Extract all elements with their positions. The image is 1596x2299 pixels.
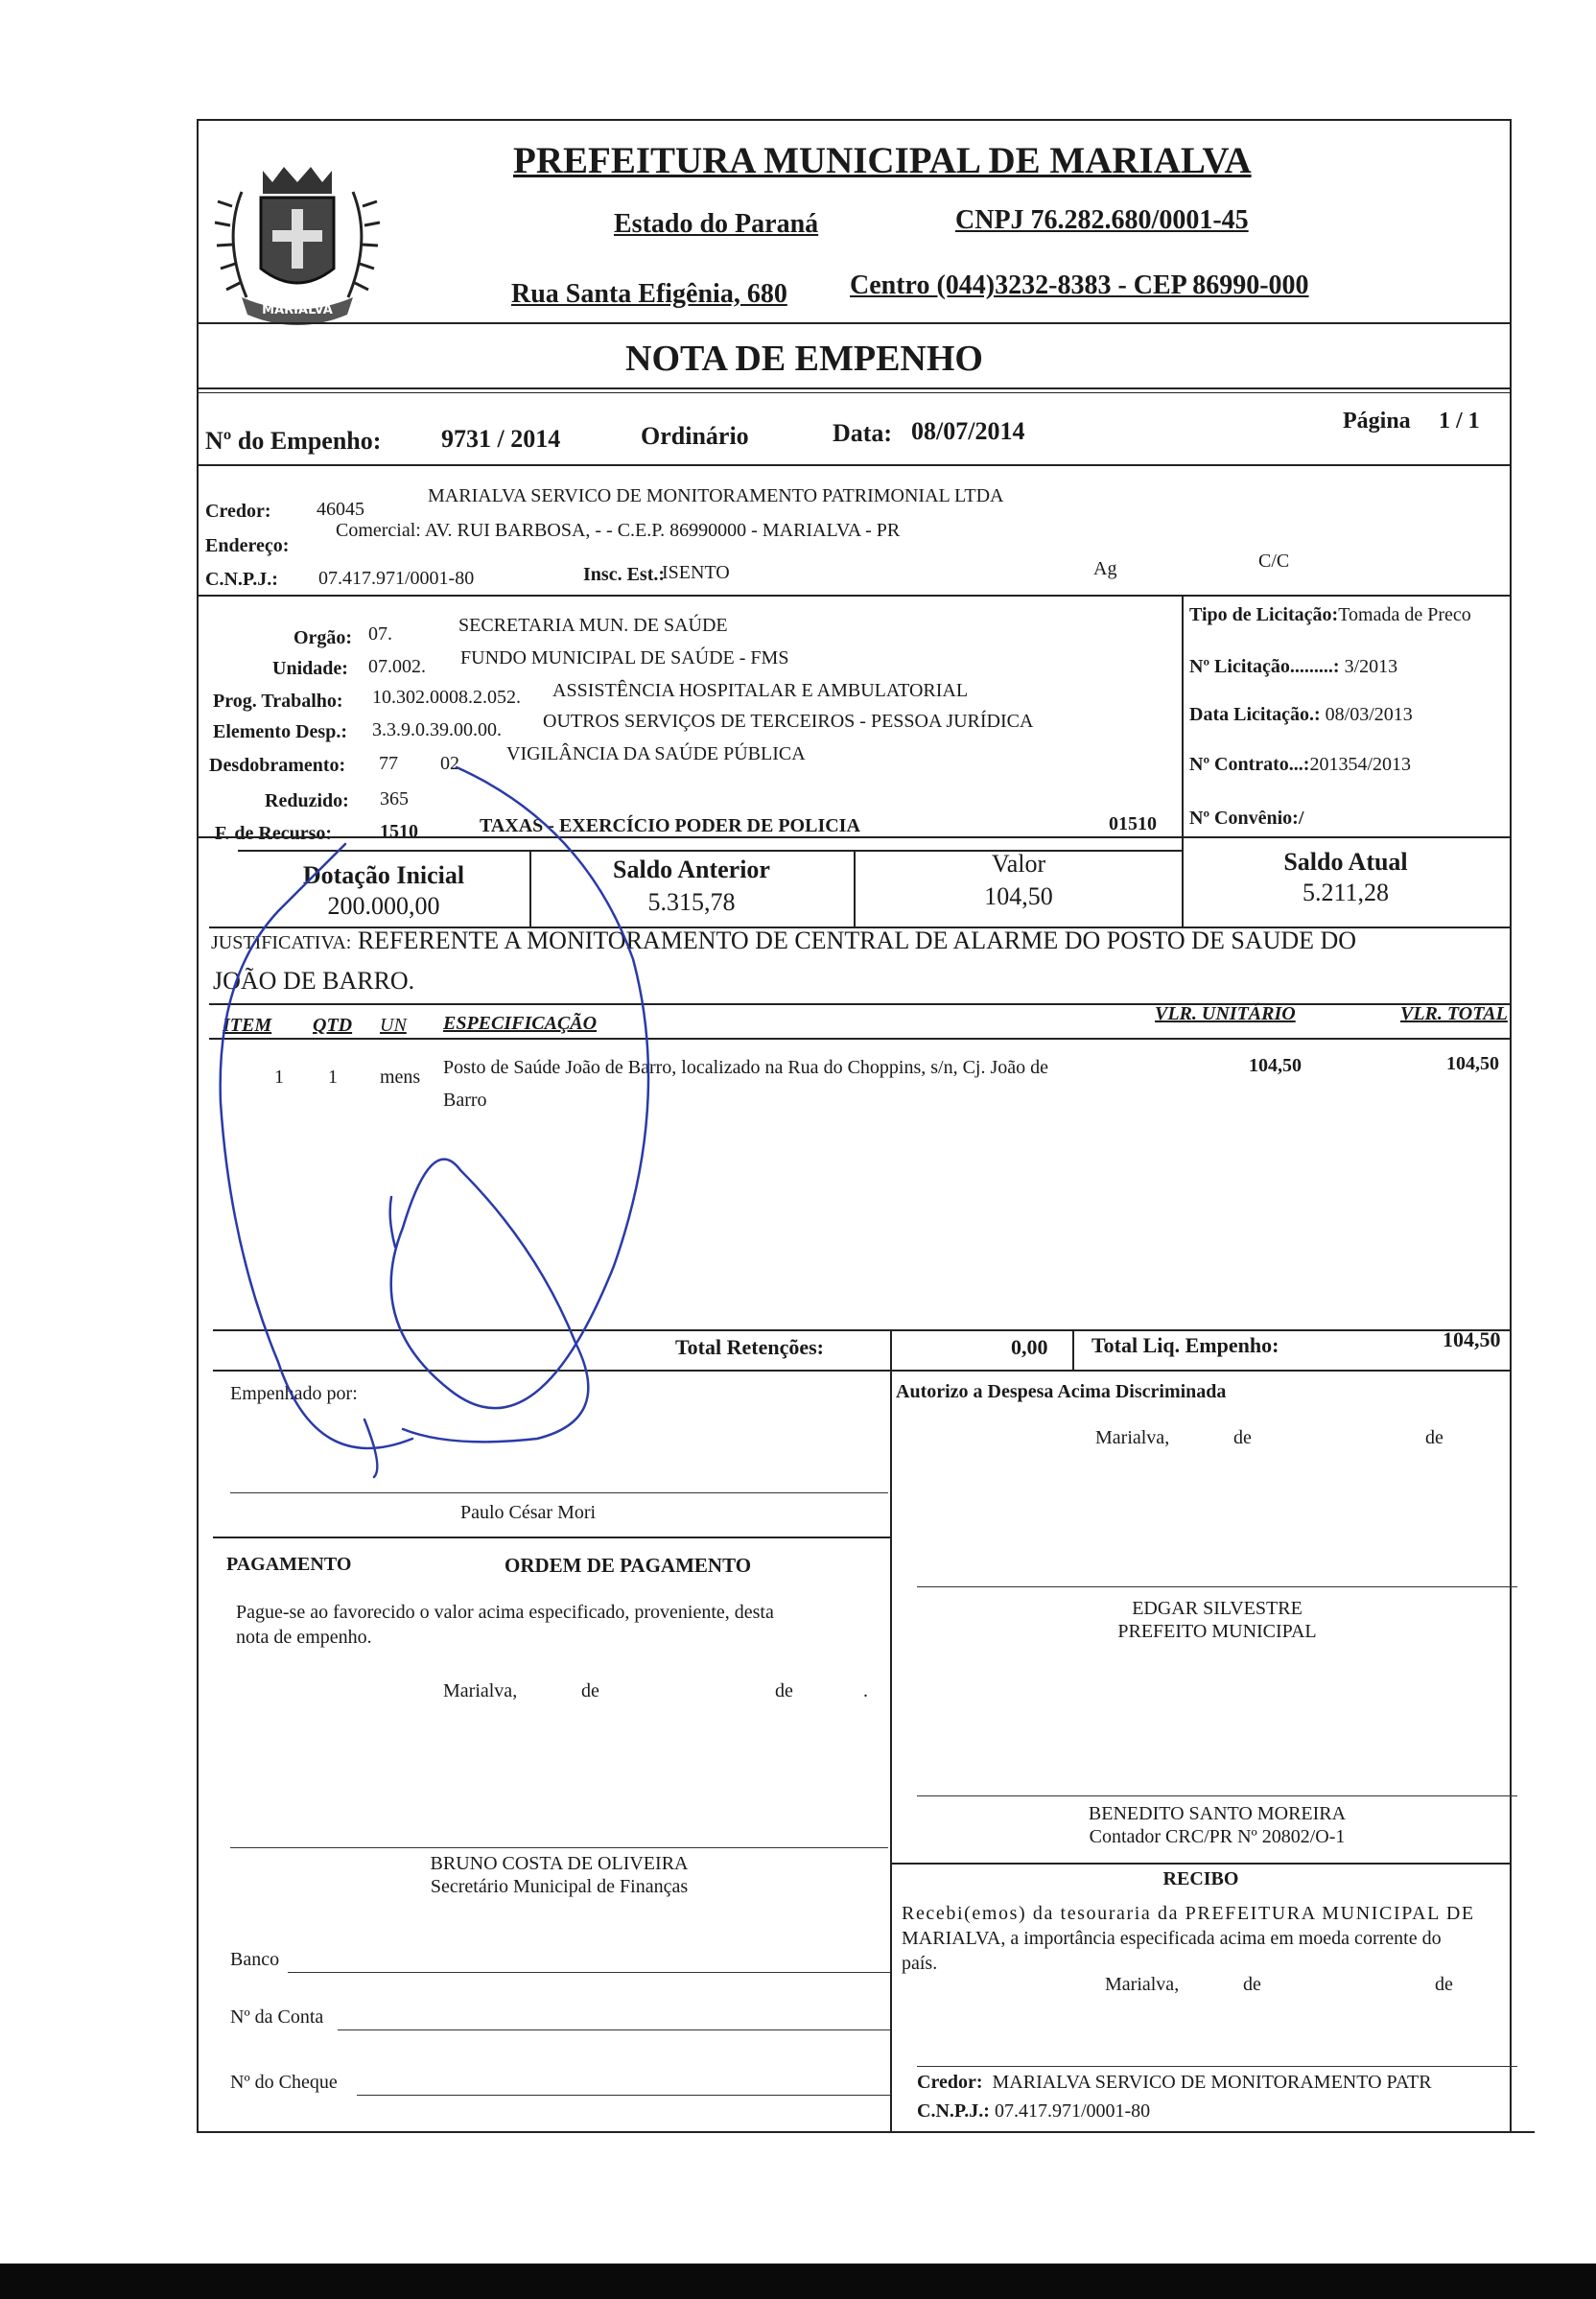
orgao-label: Orgão: xyxy=(293,627,353,648)
reduzido-label: Reduzido: xyxy=(265,790,349,811)
liq-value: 104,50 xyxy=(1443,1327,1501,1351)
secretary-name: BRUNO COSTA DE OLIVEIRA xyxy=(430,1853,689,1874)
elemento-name: OUTROS SERVIÇOS DE TERCEIROS - PESSOA JURÍDICA xyxy=(543,711,1034,732)
header-street: Rua Santa Efigênia, 680 xyxy=(511,279,787,309)
th-un: UN xyxy=(380,1015,407,1036)
prefeito-title: PREFEITO MUNICIPAL xyxy=(1117,1621,1317,1642)
recibo-line1: Recebi(emos) da tesouraria da PREFEITURA MUNICIPAL DE xyxy=(902,1903,1475,1924)
conta-label: Nº da Conta xyxy=(230,2006,324,2028)
empenho-number: 9731 / 2014 xyxy=(441,425,561,453)
credor-label: Credor: xyxy=(205,501,271,522)
retencoes-value: 0,00 xyxy=(1011,1335,1048,1359)
row-un: mens xyxy=(380,1067,421,1088)
cnpj-value: 07.417.971/0001-80 xyxy=(318,568,475,589)
prefeito-name: EDGAR SILVESTRE xyxy=(1132,1598,1303,1619)
recibo-de1: de xyxy=(1243,1974,1261,1995)
empenho-date: 08/07/2014 xyxy=(911,417,1025,445)
page-label: Página xyxy=(1343,409,1411,434)
recibo-credor-name: MARIALVA SERVICO DE MONITORAMENTO PATR xyxy=(992,2072,1432,2093)
prog-name: ASSISTÊNCIA HOSPITALAR E AMBULATORIAL xyxy=(552,680,969,701)
row-spec-1: Posto de Saúde João de Barro, localizado na Rua do Choppins, s/n, Cj. João de xyxy=(443,1057,1049,1078)
page-number: 1 / 1 xyxy=(1439,409,1480,434)
th-qtd: QTD xyxy=(313,1015,353,1036)
recurso-num: 01510 xyxy=(1109,813,1157,834)
cnpj-label: C.N.P.J.: xyxy=(205,569,278,590)
recurso-label: F. de Recurso: xyxy=(215,823,333,844)
endereco-value: Comercial: AV. RUI BARBOSA, - - C.E.P. 86990000 - MARIALVA - PR xyxy=(336,520,901,541)
autorizo-label: Autorizo a Despesa Acima Discriminada xyxy=(896,1381,1227,1402)
valor-value: 104,50 xyxy=(984,882,1053,910)
row-spec-2: Barro xyxy=(443,1090,487,1111)
insc-value: ISENTO xyxy=(662,562,730,583)
auth-de1: de xyxy=(1233,1427,1252,1448)
scan-edge xyxy=(0,2264,1596,2299)
state-name: Estado do Paraná xyxy=(614,209,819,239)
empenho-number-label: Nº do Empenho: xyxy=(205,427,382,455)
liq-label: Total Liq. Empenho: xyxy=(1091,1333,1279,1357)
recibo-cnpj-value: 07.417.971/0001-80 xyxy=(994,2100,1151,2122)
payment-text-1: Pague-se ao favorecido o valor acima especificado, proveniente, desta xyxy=(236,1602,774,1623)
svg-text:MARIALVA: MARIALVA xyxy=(262,303,333,317)
licitacao-num-value: 3/2013 xyxy=(1344,656,1398,677)
doc-title: NOTA DE EMPENHO xyxy=(625,339,983,379)
insc-label: Insc. Est.: xyxy=(583,564,666,585)
unidade-label: Unidade: xyxy=(272,658,348,679)
payment-de1: de xyxy=(581,1680,599,1701)
cc-label: C/C xyxy=(1258,551,1290,572)
dotacao-value: 200.000,00 xyxy=(327,892,440,920)
elemento-label: Elemento Desp.: xyxy=(213,721,347,742)
recurso-code: 1510 xyxy=(380,821,418,842)
recibo-credor-label: Credor: xyxy=(917,2072,983,2093)
licitacao-contrato-value: 201354/2013 xyxy=(1309,754,1412,775)
licitacao-convenio: Nº Convênio:/ xyxy=(1189,808,1304,829)
desdobramento-code: 77 xyxy=(379,753,398,774)
th-spec: ESPECIFICAÇÃO xyxy=(443,1013,598,1034)
recibo-cnpj-label: C.N.P.J.: xyxy=(917,2100,990,2122)
retencoes-label: Total Retenções: xyxy=(675,1335,824,1359)
header-district-phone: Centro (044)3232-8383 - CEP 86990-000 xyxy=(850,270,1309,300)
reduzido-value: 365 xyxy=(380,788,409,809)
prog-code: 10.302.0008.2.052. xyxy=(372,687,521,708)
saldo-atual-label: Saldo Atual xyxy=(1283,848,1408,876)
payment-de2: de xyxy=(775,1680,793,1701)
elemento-code: 3.3.9.0.39.00.00. xyxy=(372,719,502,740)
empenhado-name: Paulo César Mori xyxy=(460,1502,597,1523)
justificativa-line2: JOÃO DE BARRO. xyxy=(213,967,415,995)
header-cnpj: CNPJ 76.282.680/0001-45 xyxy=(955,205,1249,235)
justificativa-label: JUSTIFICATIVA: xyxy=(211,932,352,953)
secretary-title: Secretário Municipal de Finanças xyxy=(430,1876,689,1897)
licitacao-contrato-label: Nº Contrato...: xyxy=(1189,754,1310,775)
th-unit-price: VLR. UNITÁRIO xyxy=(1155,1003,1296,1024)
endereco-label: Endereço: xyxy=(205,535,290,556)
prog-label: Prog. Trabalho: xyxy=(213,691,343,712)
payment-city: Marialva, xyxy=(443,1680,518,1701)
licitacao-data-value: 08/03/2013 xyxy=(1325,704,1413,725)
licitacao-tipo-value: Tomada de Preco xyxy=(1338,604,1471,625)
row-qtd: 1 xyxy=(328,1067,338,1088)
th-item: ITEM xyxy=(223,1015,272,1036)
auth-city: Marialva, xyxy=(1095,1427,1170,1448)
unidade-code: 07.002. xyxy=(368,656,426,677)
orgao-code: 07. xyxy=(368,623,392,645)
row-unit-price: 104,50 xyxy=(1249,1055,1302,1076)
recibo-city: Marialva, xyxy=(1105,1974,1180,1995)
ordem-label: ORDEM DE PAGAMENTO xyxy=(505,1554,752,1577)
credor-name: MARIALVA SERVICO DE MONITORAMENTO PATRIMONIAL LTDA xyxy=(428,485,1004,506)
auth-de2: de xyxy=(1425,1427,1443,1448)
recurso-name: TAXAS - EXERCÍCIO PODER DE POLICIA xyxy=(480,815,860,836)
org-name: PREFEITURA MUNICIPAL DE MARIALVA xyxy=(513,140,1252,181)
row-item: 1 xyxy=(274,1067,284,1088)
cheque-label: Nº do Cheque xyxy=(230,2072,338,2093)
saldo-ant-value: 5.315,78 xyxy=(647,888,736,916)
empenho-date-label: Data: xyxy=(833,419,893,447)
orgao-name: SECRETARIA MUN. DE SAÚDE xyxy=(458,615,728,636)
saldo-atual-value: 5.211,28 xyxy=(1302,879,1390,906)
payment-dot: . xyxy=(863,1680,868,1701)
recibo-line2: MARIALVA, a importância especificada acima em moeda corrente do xyxy=(902,1928,1442,1949)
saldo-ant-label: Saldo Anterior xyxy=(613,856,770,883)
justificativa-text1: REFERENTE A MONITORAMENTO DE CENTRAL DE ALARME DO POSTO DE SAUDE DO xyxy=(357,927,1357,954)
payment-text-2: nota de empenho. xyxy=(236,1627,372,1648)
desdobramento-label: Desdobramento: xyxy=(209,755,346,776)
licitacao-num-label: Nº Licitação.........: xyxy=(1189,656,1340,677)
unidade-name: FUNDO MUNICIPAL DE SAÚDE - FMS xyxy=(460,647,789,669)
ag-label: Ag xyxy=(1093,558,1117,579)
pagamento-label: PAGAMENTO xyxy=(226,1554,352,1575)
banco-label: Banco xyxy=(230,1949,280,1970)
credor-code: 46045 xyxy=(317,499,364,520)
th-total: VLR. TOTAL xyxy=(1400,1003,1508,1024)
desdobramento-sub: 02 xyxy=(440,753,459,774)
licitacao-data-label: Data Licitação.: xyxy=(1189,704,1321,725)
contador-name: BENEDITO SANTO MOREIRA xyxy=(1088,1803,1347,1824)
licitacao-tipo-label: Tipo de Licitação: xyxy=(1189,604,1339,625)
contador-title: Contador CRC/PR Nº 20802/O-1 xyxy=(1089,1826,1346,1847)
dotacao-label: Dotação Inicial xyxy=(302,861,465,889)
empenho-type: Ordinário xyxy=(641,422,749,450)
recibo-de2: de xyxy=(1435,1974,1453,1995)
recibo-title: RECIBO xyxy=(1162,1868,1239,1889)
empenhado-label: Empenhado por: xyxy=(230,1383,358,1404)
row-total: 104,50 xyxy=(1446,1053,1499,1074)
valor-label: Valor xyxy=(991,850,1046,878)
desdobramento-name: VIGILÂNCIA DA SAÚDE PÚBLICA xyxy=(506,743,806,764)
recibo-line3: país. xyxy=(902,1953,938,1974)
